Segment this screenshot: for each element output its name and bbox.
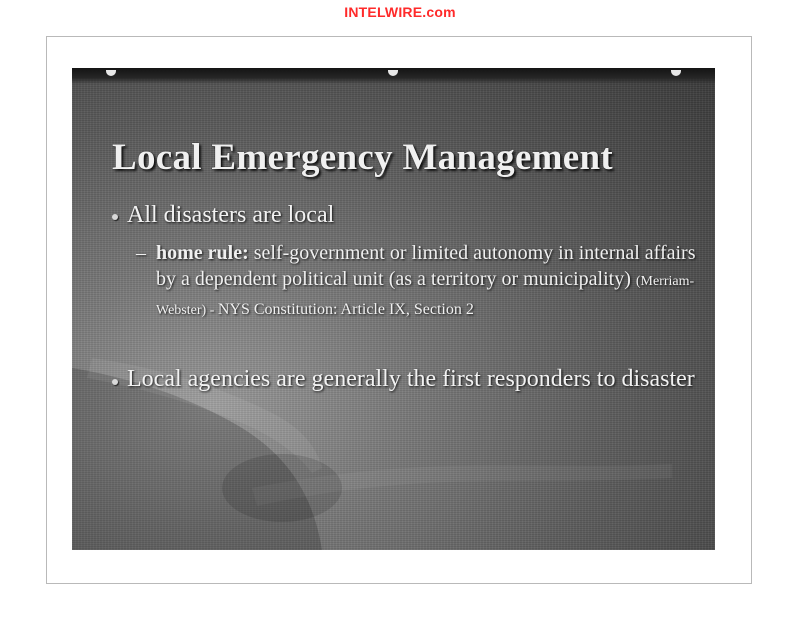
bullet-dot	[112, 379, 118, 385]
home-rule-reference: NYS Constitution: Article IX, Section 2	[217, 301, 474, 318]
home-rule-source: (Merriam-Webster)	[156, 274, 695, 318]
bullet-first-responders: Local agencies are generally the first responders to disaster	[127, 366, 695, 392]
home-rule-definition: self-government or limited autonomy in internal affairs by a dependent political unit (as a territory or municipality)	[156, 242, 696, 290]
watermark: INTELWIRE.com	[344, 4, 456, 20]
bullet-all-disasters-local: All disasters are local	[127, 202, 335, 228]
sub-bullet-home-rule	[156, 240, 696, 324]
slide	[72, 68, 715, 550]
home-rule-separator: -	[206, 303, 218, 318]
bullet-dot	[112, 214, 118, 220]
sub-bullet-dash: –	[136, 242, 146, 264]
slide-title: Local Emergency Management	[112, 137, 614, 178]
home-rule-term: home rule:	[156, 242, 249, 264]
